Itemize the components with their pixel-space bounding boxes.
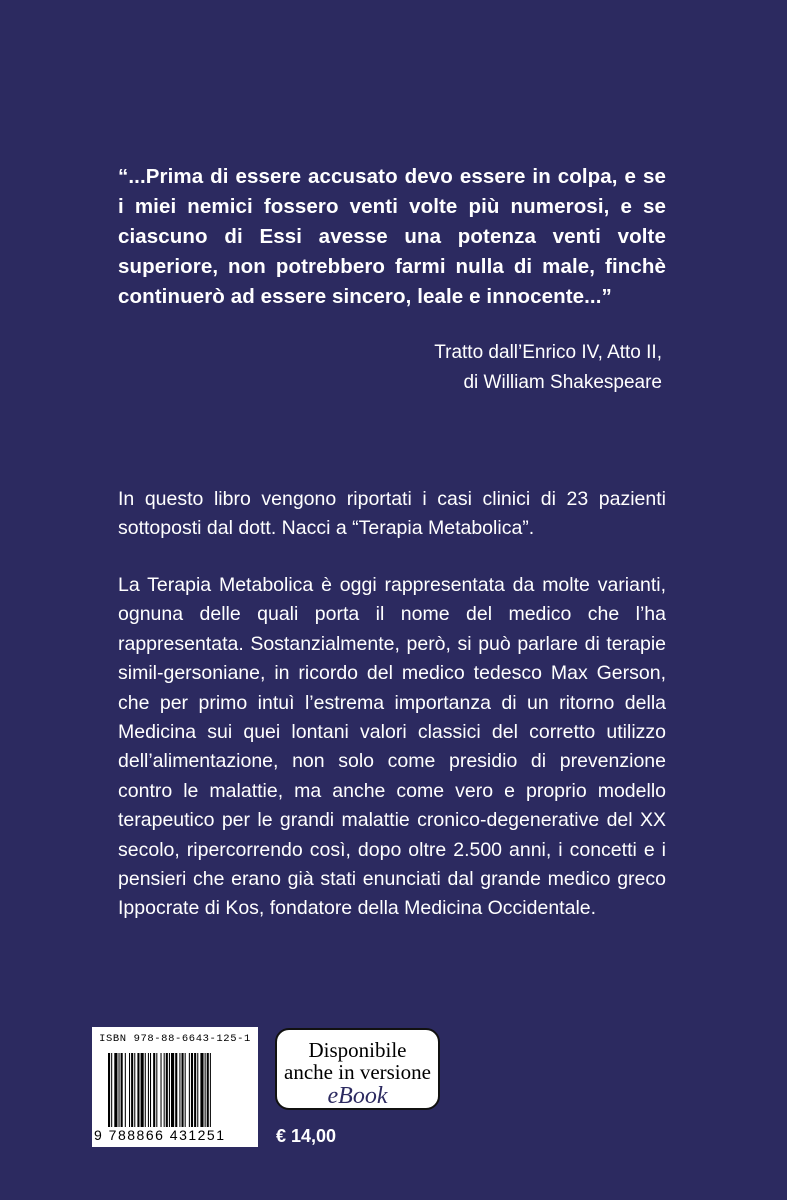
barcode-bar	[197, 1053, 198, 1127]
barcode-bar	[141, 1053, 144, 1127]
barcode-bar	[175, 1053, 177, 1127]
barcode-bar	[169, 1053, 170, 1127]
barcode-bar	[137, 1053, 139, 1127]
description-paragraph-1: In questo libro vengono riportati i casi clinici di 23 pazienti sottoposti dal dott. Nacci a “Terapia Metabolica”.	[118, 488, 666, 540]
barcode-bar	[200, 1053, 203, 1127]
barcode-bar	[145, 1053, 146, 1127]
barcode-bar	[108, 1053, 110, 1127]
barcode-bar	[191, 1053, 193, 1127]
barcode-bar	[164, 1053, 165, 1127]
barcode-bar	[166, 1053, 168, 1127]
description-paragraph-2: La Terapia Metabolica è oggi rappresentata da molte varianti, ognuna delle quali porta il nome del medico che l’ha rappresentata. Sostanzialmente, però, si può parlare di terapie simil-gersoniane, in ricordo del medico tedesco Max Gerson, che per primo intuì l’estrema importanza di un ritorno della Medicina sui quei lontani valori classici del corretto utilizzo dell’alimentazione, non solo come presidio di prevenzione contro le malattie, ma anche come vero e proprio modello terapeutico per le grandi malattie cronico-degenerative del XX secolo, ripercorrendo così, dopo oltre 2.500 anni, i concetti e i pensieri che erano già stati enunciati dal grande medico greco Ippocrate di Kos, fondatore della Medicina Occidentale.	[118, 574, 666, 920]
ebook-badge-line-1: Disponibile	[308, 1038, 407, 1062]
barcode-bar	[114, 1053, 117, 1127]
barcode-bar	[161, 1053, 162, 1127]
ebook-badge-line-3: eBook	[327, 1083, 388, 1109]
barcode-bar	[185, 1053, 186, 1127]
barcode-bar	[156, 1053, 157, 1127]
barcode-bar	[121, 1053, 123, 1127]
isbn-digits: 9 788866 431251	[94, 1127, 226, 1143]
ebook-badge-line-2: anche in versione	[284, 1060, 431, 1084]
barcode-bar	[148, 1053, 149, 1127]
attribution-line-1: Tratto dall’Enrico IV, Atto II,	[434, 342, 662, 363]
barcode-bar	[210, 1053, 211, 1127]
barcode-bar	[119, 1053, 120, 1127]
barcode-bar	[129, 1053, 130, 1127]
barcode-bar	[194, 1053, 196, 1127]
quote-attribution	[434, 338, 662, 398]
barcode-bar	[125, 1053, 126, 1127]
barcode-bar	[171, 1053, 174, 1127]
isbn-barcode	[92, 1027, 258, 1147]
isbn-label: ISBN 978-88-6643-125-1	[99, 1033, 251, 1045]
barcode-bar	[179, 1053, 180, 1127]
barcode-bar	[111, 1053, 112, 1127]
barcode-bar	[153, 1053, 155, 1127]
barcode-bars	[108, 1053, 248, 1127]
barcode-bar	[205, 1053, 206, 1127]
barcode-bar	[134, 1053, 135, 1127]
barcode-bar	[207, 1053, 209, 1127]
back-cover-quote: “...Prima di essere accusato devo essere in colpa, e se i miei nemici fossero venti volte più numerosi, e se ciascuno di Essi avesse una potenza venti volte superiore, non potrebbero farmi nulla di male, finchè continuerò ad essere sincero, leale e innocente...”	[118, 165, 666, 308]
attribution-line-2: di William Shakespeare	[463, 372, 662, 393]
barcode-bar	[131, 1053, 133, 1127]
barcode-bar	[182, 1053, 184, 1127]
ebook-availability-badge	[275, 1028, 440, 1110]
barcode-bar	[150, 1053, 151, 1127]
book-price: € 14,00	[276, 1126, 337, 1146]
barcode-bar	[189, 1053, 190, 1127]
